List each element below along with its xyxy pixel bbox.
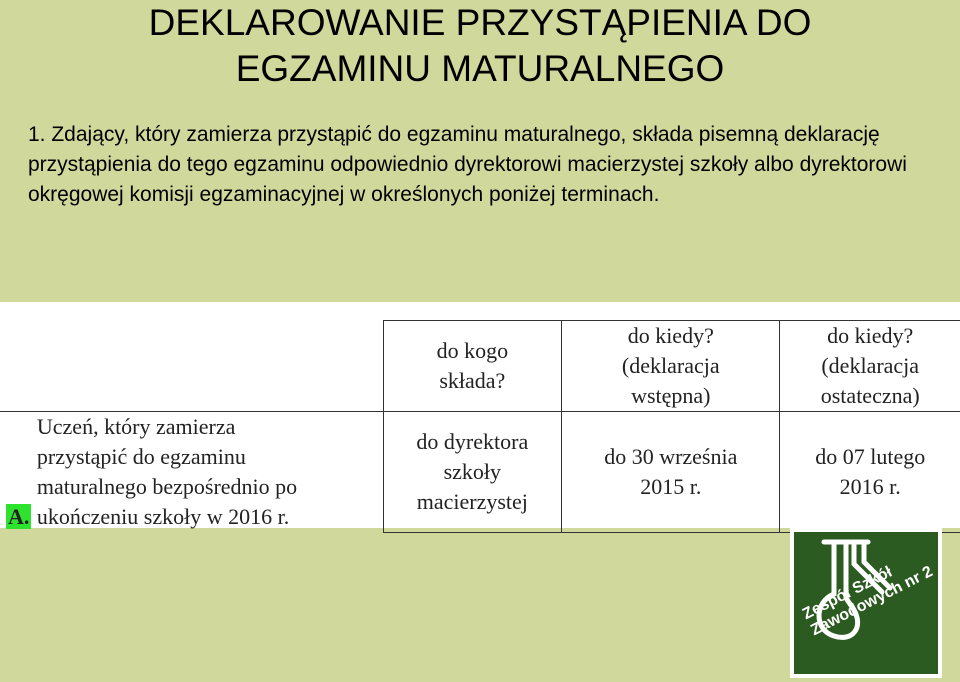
row-a-description: Uczeń, który zamierza przystąpić do egzaminu maturalnego bezpośrednio po ukończeniu szkoły w 2016 r. — [36, 414, 298, 529]
table-header-row — [0, 321, 960, 412]
school-logo-background — [794, 532, 938, 674]
empty-header-cell — [0, 321, 383, 412]
row-a-description-cell — [0, 412, 383, 533]
school-logo — [790, 528, 942, 678]
row-a-label: A. — [8, 504, 30, 529]
header-initial-deadline: do kiedy? (deklaracja wstępna) — [562, 321, 780, 412]
header-final-deadline: do kiedy? (deklaracja ostateczna) — [780, 321, 960, 412]
row-a-final-deadline: do 07 lutego 2016 r. — [780, 412, 960, 533]
slide-title-line-1: DEKLAROWANIE PRZYSTĄPIENIA DO — [148, 2, 812, 43]
slide-title-line-2: EGZAMINU MATURALNEGO — [235, 48, 725, 89]
row-a-to-whom: do dyrektora szkoły macierzystej — [383, 412, 562, 533]
school-logo-text: Zespół Szkół Zawodowych nr 2 — [800, 563, 936, 640]
table-row — [0, 412, 960, 533]
row-a-initial-deadline: do 30 września 2015 r. — [562, 412, 780, 533]
header-to-whom: do kogo składa? — [383, 321, 562, 412]
declaration-table-image — [0, 302, 960, 528]
declaration-table — [0, 320, 960, 533]
slide-title — [0, 0, 960, 92]
intro-paragraph: 1. Zdający, który zamierza przystąpić do egzaminu maturalnego, składa pisemną deklarację przystąpienia do tego egzaminu odpowiednio dyrektorowi macierzystej szkoły albo dyrektorowi okręgowej komisji egzaminacyjnej w określonych poniżej terminach. — [28, 123, 907, 206]
